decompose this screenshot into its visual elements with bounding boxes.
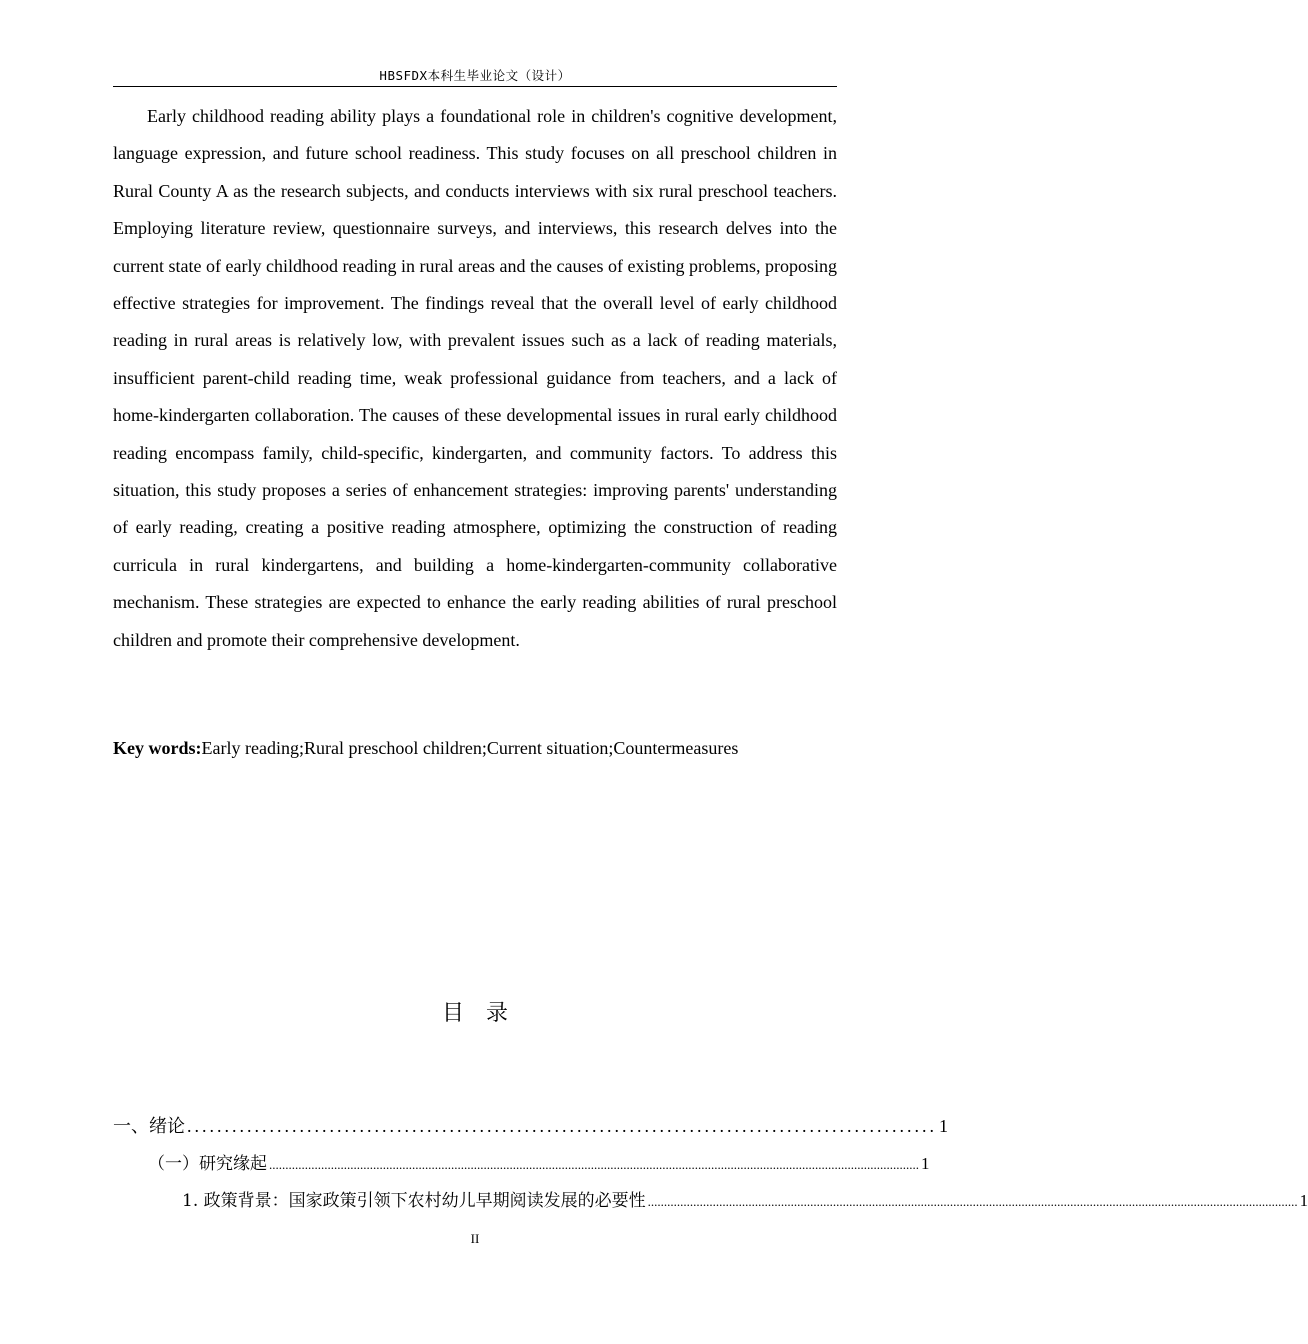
keywords-line bbox=[113, 733, 837, 763]
page-number: II bbox=[470, 1231, 480, 1246]
toc-entry-title: （一）研究缘起 bbox=[148, 1154, 267, 1174]
toc-entry-title: 一、绪论 bbox=[113, 1116, 185, 1137]
page-header: HBSFDX本科生毕业论文（设计） bbox=[379, 68, 571, 83]
toc-entry[interactable] bbox=[182, 1186, 1308, 1211]
toc-leader: ........................................................................................................................................................................................................ bbox=[269, 1157, 919, 1172]
toc-entry-page: 1 bbox=[921, 1154, 930, 1173]
toc-entry-page: 1 bbox=[939, 1116, 948, 1136]
toc-entry-page: 1 bbox=[1299, 1191, 1308, 1210]
keywords-value: Early reading;Rural preschool children;Current situation;Countermeasures bbox=[201, 738, 739, 758]
abstract-paragraph: Early childhood reading ability plays a foundational role in children's cognitive development, language expression, and future school readiness. This study focuses on all preschool children in Rural County A as the research subjects, and conducts interviews with six rural preschool teachers. Employing literature review, questionnaire surveys, and interviews, this research delves into the current state of early childhood reading in rural areas and the causes of existing problems, proposing effective strategies for improvement. The findings reveal that the overall level of early childhood reading in rural areas is relatively low, with prevalent issues such as a lack of reading materials, insufficient parent-child reading time, weak professional guidance from teachers, and a lack of home-kindergarten collaboration. The causes of these developmental issues in rural early childhood reading encompass family, child-specific, kindergarten, and community factors. To address this situation, this study proposes a series of enhancement strategies: improving parents' understanding of early reading, creating a positive reading atmosphere, optimizing the construction of reading curricula in rural kindergartens, and building a home-kindergarten-community collaborative mechanism. These strategies are expected to enhance the early reading abilities of rural preschool children and promote their comprehensive development. bbox=[113, 106, 837, 650]
toc-entry[interactable] bbox=[148, 1149, 930, 1174]
keywords-label: Key words: bbox=[113, 738, 202, 758]
toc-leader: .................................................................................................... bbox=[187, 1116, 937, 1136]
header-rule bbox=[113, 86, 837, 87]
toc-title: 目录 bbox=[441, 1001, 530, 1026]
toc-entry[interactable] bbox=[113, 1112, 948, 1138]
toc-entry-title: 1. 政策背景：国家政策引领下农村幼儿早期阅读发展的必要性 bbox=[182, 1191, 646, 1211]
toc-leader: ........................................................................................................................................................................................................ bbox=[647, 1194, 1298, 1209]
